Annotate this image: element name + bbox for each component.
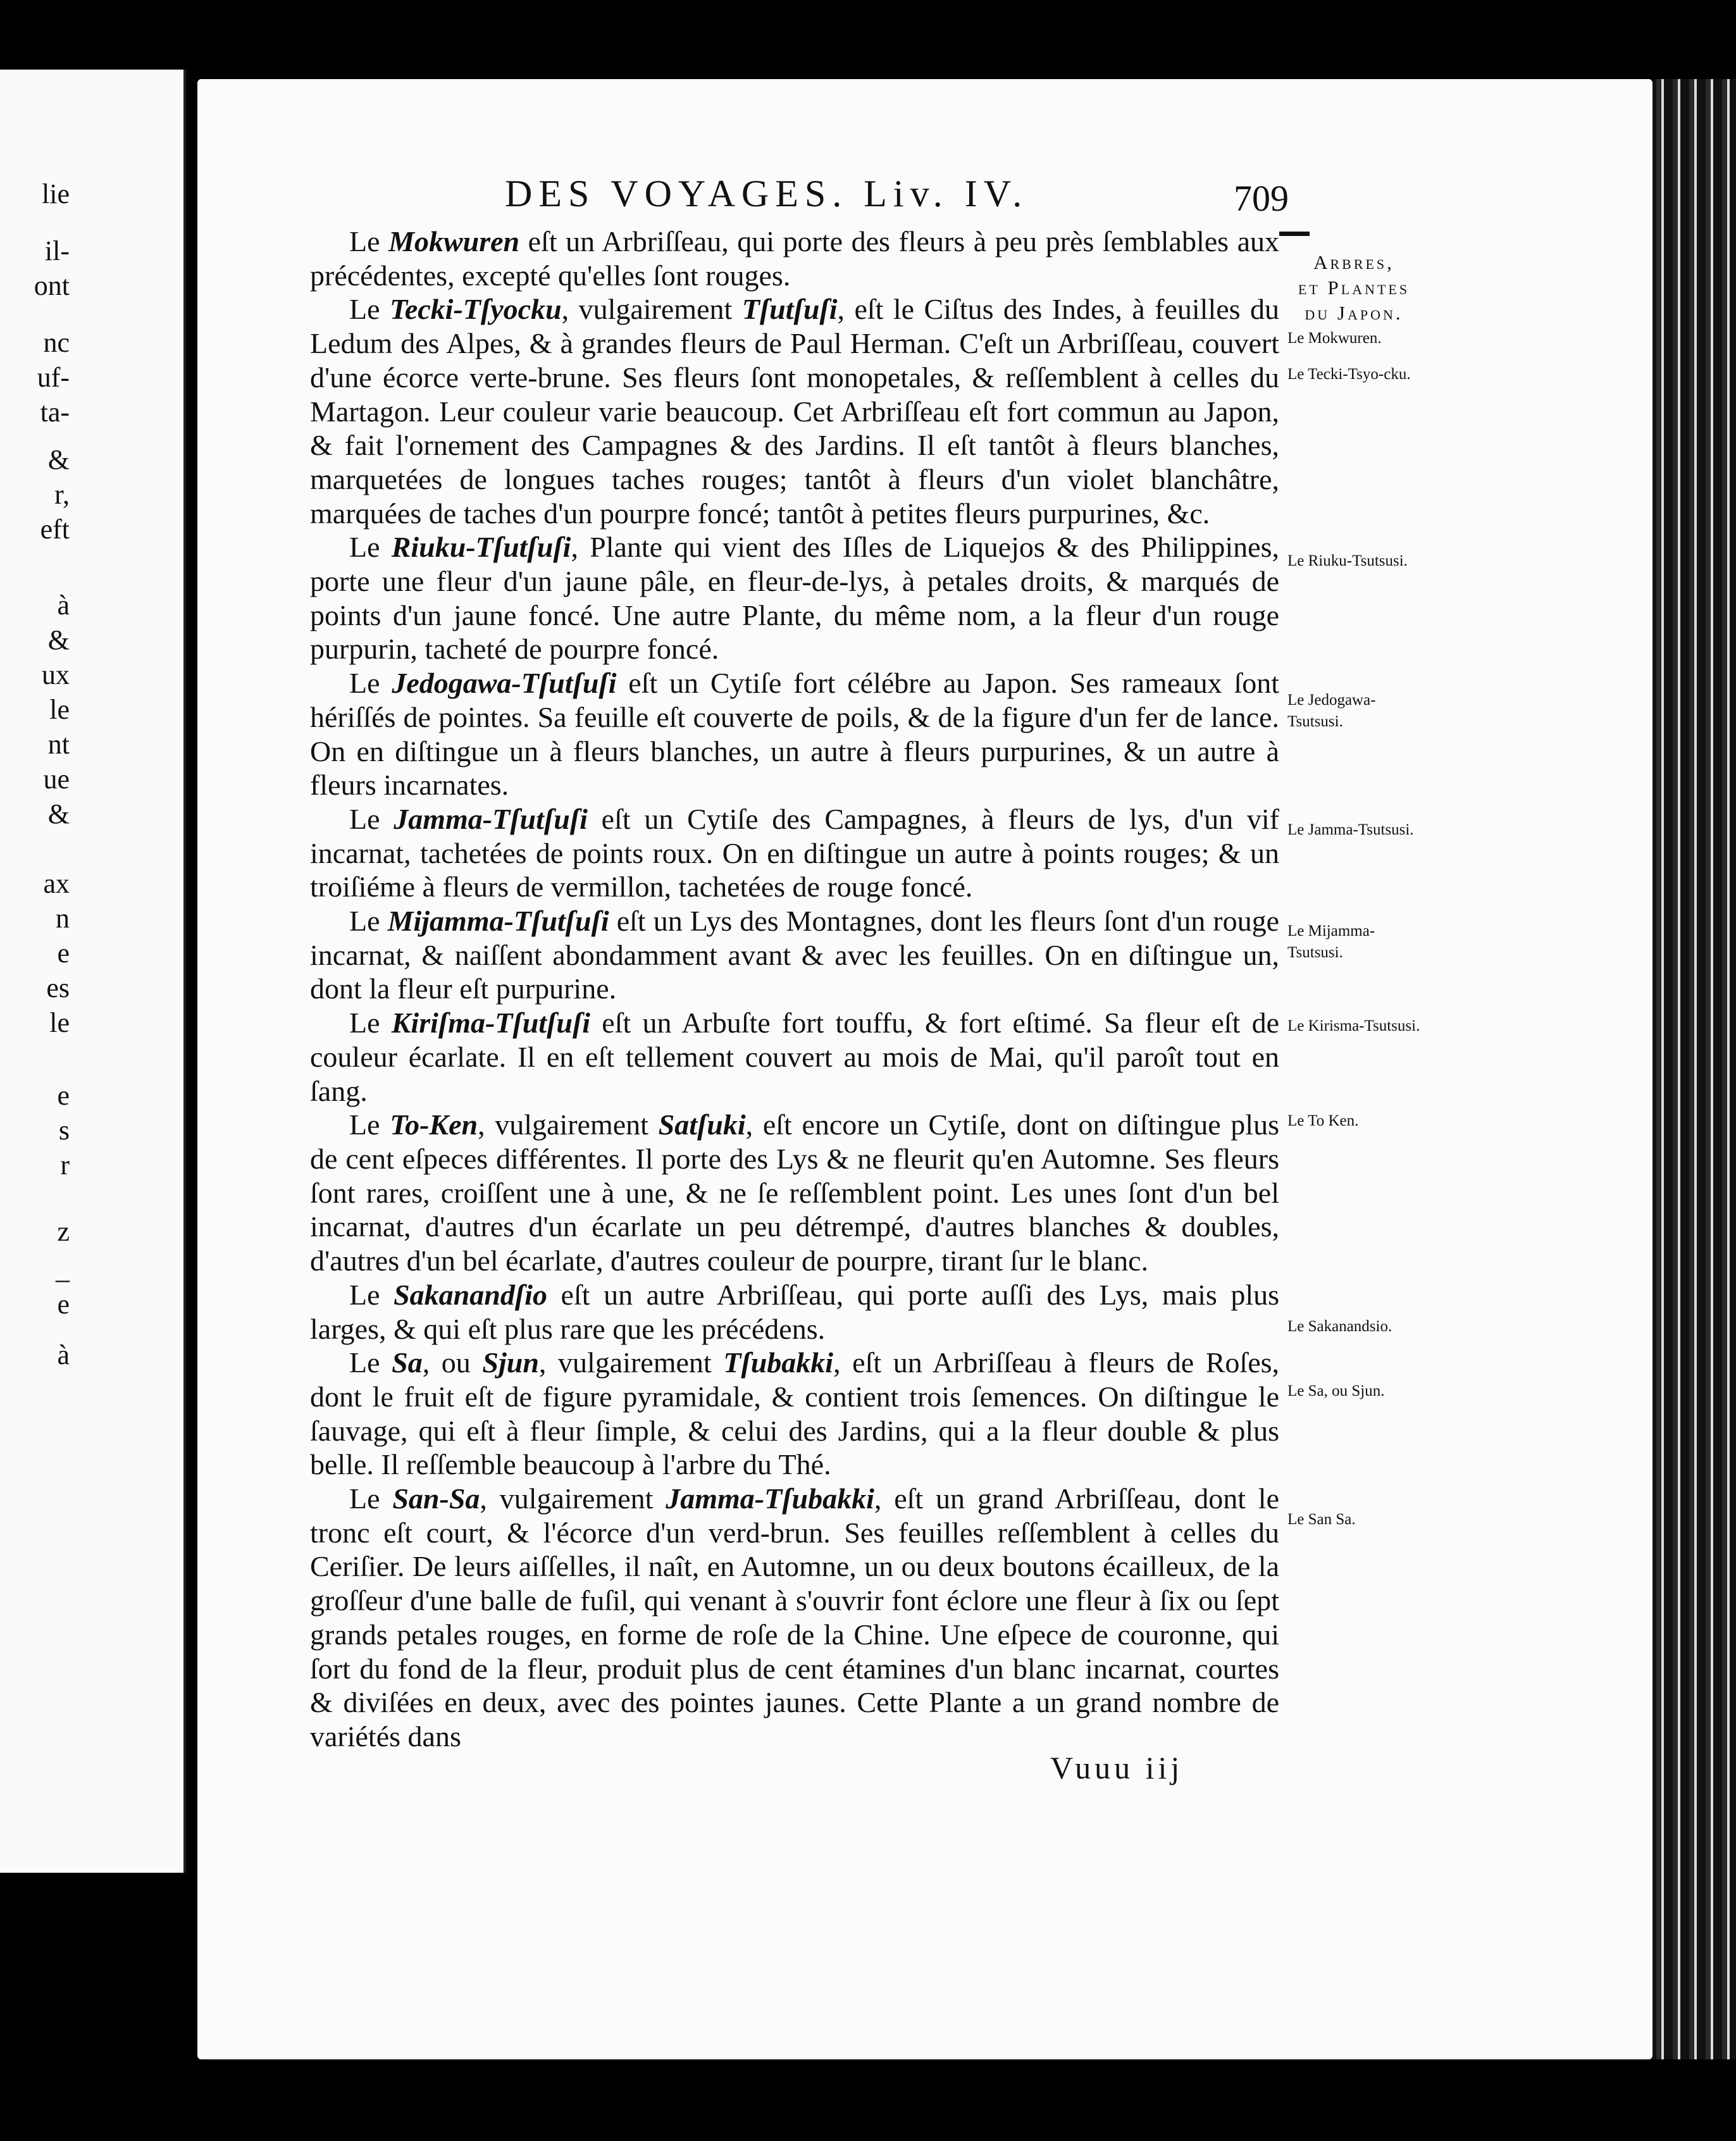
paragraph — [310, 1108, 1279, 1278]
paragraph-text: Le — [349, 1482, 393, 1515]
plant-name: Tſubakki — [723, 1346, 834, 1379]
plant-name: Jamma-Tſubakki — [666, 1482, 874, 1515]
paragraph-text: , ou — [422, 1346, 483, 1379]
left-page-fragment: uf- — [37, 362, 70, 393]
margin-note: Le To Ken. — [1287, 1112, 1359, 1129]
paragraph-text: Le — [349, 1007, 392, 1039]
left-page-fragment: e — [57, 938, 70, 969]
left-page-fragment: es — [46, 972, 70, 1003]
paragraph-text: , eſt le Ciſtus des Indes, à feuilles du Ledum des Alpes, & à grandes fleurs de Paul Herman. C'eſt un Arbriſſeau, couvert d'une écorce verte-brune. Ses fleurs ſont monopetales, & reſſemblent à celles du Martagon. Leur couleur varie beaucoup. Cet Arbriſſeau eſt fort commun au Japon, & fait l'ornement des Campagnes & des Jardins. Il eſt tantôt à fleurs blanches, marquetées de longues taches rouges; tantôt à fleurs d'un violet blanchâtre, marquées de taches d'un pourpre foncé; tantôt à petites fleurs purpurines, &c. — [310, 293, 1279, 530]
plant-name: San-Sa — [392, 1482, 480, 1515]
paragraph-text: eſt un autre Arbriſſeau, qui porte auſſi des Lys, mais plus larges, & qui eſt plus rare que les précédens. — [310, 1278, 1279, 1345]
paragraph-text: , eſt un Arbriſſeau à fleurs de Roſes, dont le fruit eſt de figure pyramidale, & contient trois ſemences. On diſtingue le ſauvage, qui eſt à fleur ſimple, & celui des Jardins, qui a la fleur double & plus belle. Il reſſemble beaucoup à l'arbre du Thé. — [310, 1346, 1280, 1481]
margin-note: Le Jamma-Tsutsusi. — [1287, 821, 1414, 838]
left-page-fragment: nc — [43, 327, 70, 358]
plant-name: Jamma-Tſutſuſi — [394, 802, 588, 835]
book-spine-edge — [1652, 79, 1736, 2059]
body-text — [310, 225, 1279, 1754]
left-page-fragment: n — [56, 903, 70, 934]
paragraph — [310, 1006, 1279, 1108]
plant-name: Tſutſuſi — [741, 293, 838, 326]
page-number: 709 — [1234, 178, 1289, 219]
margin-note: Le Sakanandsio. — [1287, 1318, 1392, 1335]
left-page-fragment: ta- — [40, 397, 70, 428]
paragraph-text: Le — [349, 225, 389, 258]
left-page-fragment: ont — [34, 270, 70, 301]
margin-heading-line: et Plantes — [1298, 276, 1410, 299]
margin-rule — [1279, 232, 1310, 236]
paragraph-text: , eſt encore un Cytiſe, dont on diſtingue plus de cent eſpeces différentes. Il porte des Lys & ne fleurit qu'en Automne. Ses fleurs ſont rares, croiſſent une à une, & ne ſe reſſemblent point. Les unes ſont d'un bel incarnat, d'autres d'un écarlate un peu détrempé, d'autres blanches & doubles, d'autres d'un bel écarlate, d'autres couleur de pourpre, tirant ſur le blanc. — [310, 1108, 1279, 1277]
left-page-fragment: eft — [40, 514, 70, 545]
left-page-fragment: ue — [43, 764, 70, 795]
plant-name: To-Ken — [390, 1108, 478, 1141]
margin-note: Le Mijamma-Tsutsusi. — [1287, 922, 1375, 961]
margin-note: Le San Sa. — [1287, 1511, 1356, 1528]
paragraph-text: Le — [349, 1346, 392, 1379]
paragraph-text: , vulgairement — [480, 1482, 666, 1515]
left-page-fragment: le — [49, 1007, 70, 1038]
plant-name: Sa — [392, 1346, 423, 1379]
plant-name: Kiriſma-Tſutſuſi — [391, 1007, 591, 1039]
paragraph-text: Le — [349, 531, 392, 564]
paragraph-text: Le — [349, 1108, 390, 1141]
paragraph — [310, 1278, 1279, 1346]
paragraph — [310, 292, 1279, 530]
plant-name: Sakanandſio — [394, 1278, 547, 1311]
paragraph-text: Le — [349, 802, 394, 835]
paragraph-text: eſt un Cytiſe des Campagnes, à fleurs de lys, d'un vif incarnat, tachetées de points roux. On en diſtingue un autre à points rouges; & un troiſiéme à fleurs de vermillon, tachetées de rouge foncé. — [310, 802, 1279, 903]
paragraph-text: Le — [349, 667, 392, 700]
paragraph-text: , vulgairement — [561, 293, 742, 326]
paragraph-text: Le — [349, 293, 390, 326]
left-facing-page — [0, 70, 186, 1873]
plant-name: Jedogawa-Tſutſuſi — [392, 667, 617, 700]
paragraph-text: eſt un Cytiſe fort célébre au Japon. Ses rameaux ſont hériſſés de pointes. Sa feuille eſt couverte de poils, & de la figure d'un fer de lance. On en diſtingue un à fleurs blanches, un autre à fleurs purpurines, & un autre à fleurs incarnates. — [310, 667, 1280, 802]
left-page-fragment: ux — [42, 659, 70, 690]
margin-note: Le Kirisma-Tsutsusi. — [1287, 1017, 1420, 1034]
paragraph-text: eſt un Arbuſte fort touffu, & fort eſtimé. Sa fleur eſt de couleur écarlate. Il en eſt tellement couvert au mois de Mai, qu'il paroît tout en ſang. — [310, 1007, 1279, 1107]
plant-name: Satſuki — [658, 1108, 746, 1141]
plant-name: Mijamma-Tſutſuſi — [387, 905, 609, 938]
paragraph — [310, 530, 1279, 666]
margin-note: Le Jedogawa-Tsutsusi. — [1287, 692, 1376, 730]
left-page-fragment: z — [57, 1216, 70, 1247]
paragraph-text: , vulgairement — [478, 1108, 659, 1141]
signature-mark: Vuuu iij — [1050, 1750, 1184, 1785]
margin-note: Le Riuku-Tsutsusi. — [1287, 552, 1408, 569]
left-page-fragment: lie — [42, 178, 70, 209]
left-page-fragment: s — [58, 1115, 70, 1146]
left-page-fragment: le — [49, 694, 70, 725]
paragraph-text: eſt un Lys des Montagnes, dont les fleurs ſont d'un rouge incarnat, & naiſſent abondamment avant & avec les feuilles. On en diſtingue un, dont la fleur eſt purpurine. — [310, 905, 1280, 1005]
paragraph-text: Le — [349, 1278, 394, 1311]
left-page-fragment: e — [57, 1080, 70, 1111]
left-page-fragment: & — [47, 624, 70, 655]
left-page-fragment: ax — [43, 868, 70, 899]
paragraph — [310, 225, 1279, 292]
left-page-fragment: _ — [56, 1254, 70, 1285]
paragraph — [310, 666, 1279, 802]
left-page-fragment: il- — [44, 235, 70, 266]
left-page-fragment: r, — [54, 479, 70, 510]
plant-name: Riuku-Tſutſuſi — [391, 531, 571, 564]
plant-name: Sjun — [482, 1346, 539, 1379]
running-head: DES VOYAGES. Liv. IV. — [505, 173, 1029, 214]
paragraph-text: eſt un Arbriſſeau, qui porte des fleurs à peu près ſemblables aux précédentes, excepté qu'elles ſont rouges. — [310, 225, 1280, 292]
left-page-fragment: & — [47, 798, 70, 829]
margin-heading — [1291, 250, 1417, 326]
plant-name: Tecki-Tſyocku — [389, 293, 562, 326]
margin-note: Le Sa, ou Sjun. — [1287, 1382, 1385, 1399]
paragraph-text: , vulgairement — [538, 1346, 724, 1379]
margin-note: Le Tecki-Tsyo-cku. — [1287, 366, 1411, 383]
left-page-fragment: e — [57, 1289, 70, 1320]
left-page-fragment: & — [47, 444, 70, 475]
paragraph — [310, 802, 1279, 904]
left-page-fragment: à — [57, 1339, 70, 1370]
paragraph-text: Le — [349, 905, 388, 938]
paragraph — [310, 904, 1279, 1006]
paragraph-text: , Plante qui vient des Iſles de Liquejos & des Philippines, porte une fleur d'un jaune pâle, en fleur-de-lys, à petales droits, & marqués de points d'un jaune foncé. Une autre Plante, du même nom, a la fleur d'un rouge purpurin, tacheté de pourpre foncé. — [310, 531, 1279, 666]
left-page-fragment: nt — [47, 729, 70, 760]
left-page-fragment: à — [57, 590, 70, 621]
margin-heading-line: Arbres, — [1313, 251, 1394, 273]
paragraph-text: , eſt un grand Arbriſſeau, dont le tronc eſt court, & l'écorce d'un verd-brun. Ses feuilles reſſemblent à celles du Ceriſier. De leurs aiſſelles, il naît, en Automne, un ou deux boutons écailleux, de la groſſeur d'une balle de fuſil, qui venant à s'ouvrir font éclore une fleur à ſix ou ſept grands petales rouges, en forme de roſe de la Chine. Une eſpece de couronne, qui ſort du fond de la fleur, produit plus de cent étamines d'un blanc incarnat, courtes & diviſées en deux, avec des pointes jaunes. Cette Plante a un grand nombre de variétés dans — [310, 1482, 1280, 1753]
plant-name: Mokwuren — [388, 225, 520, 258]
paragraph — [310, 1346, 1279, 1482]
left-page-fragment: r — [60, 1150, 70, 1181]
margin-heading-line: du Japon. — [1305, 302, 1403, 324]
paragraph — [310, 1482, 1279, 1754]
margin-note: Le Mokwuren. — [1287, 330, 1382, 347]
